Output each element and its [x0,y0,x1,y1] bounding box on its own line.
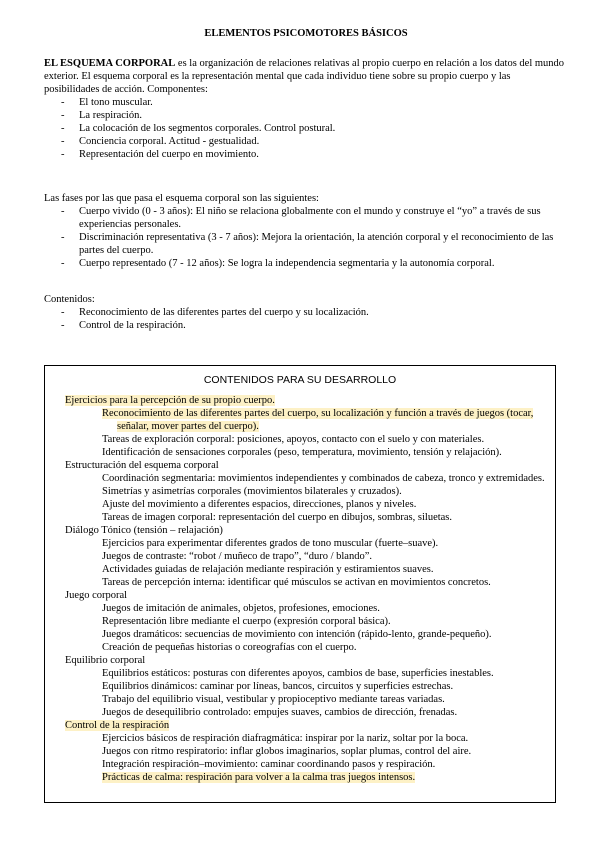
intro-text: es la organización de relaciones relativas al propio cuerpo en relación a los datos del mundo exterior. El esquema corporal es la representación mental que cada individuo tiene sobre su propio cuerpo y las posibilidades de acción. Componentes: [44,58,565,95]
section-heading-text: Ejercicios para la percepción de su propio cuerpo. [65,395,275,406]
list-item-text: Juegos de imitación de animales, objetos, profesiones, emociones. [102,603,380,614]
list-item-text: Juegos dramáticos: secuencias de movimiento con intención (rápido-lento, grande-pequeño). [102,629,492,640]
list-item [102,433,555,446]
contents-section [44,293,566,332]
list-item [102,446,555,459]
section-heading [65,524,555,537]
list-item: - Control de la respiración. [44,319,566,332]
list-item-text: Reconocimiento de las diferentes partes del cuerpo, su localización y función a través de juegos (tocar, señalar, mover partes del cuerpo). [102,408,534,432]
content-section [65,719,555,784]
section-items [102,472,555,524]
content-section [65,394,555,459]
list-item-text: Tareas de exploración corporal: posiciones, apoyos, contacto con el suelo y con materiales. [102,434,485,445]
list-item-text: Actividades guiadas de relajación mediante respiración y estiramientos suaves. [102,564,434,575]
section-heading [65,459,555,472]
list-item: - La respiración. [44,109,566,122]
intro-paragraph [44,57,566,161]
list-item: - Conciencia corporal. Actitud - gestualidad. [44,135,566,148]
list-item-text: Ajuste del movimiento a diferentes espacios, direcciones, planos y niveles. [102,499,417,510]
box-title: CONTENIDOS PARA SU DESARROLLO [203,374,397,386]
list-item: - Cuerpo vivido (0 - 3 años): El niño se relaciona globalmente con el mundo y construye el “yo” a través de sus experiencias personales. [44,205,566,231]
list-item [102,680,555,693]
phases-heading: Las fases por las que pasa el esquema corporal son las siguientes: [44,193,319,204]
list-item-text: Prácticas de calma: respiración para volver a la calma tras juegos intensos. [102,772,416,783]
components-list [44,96,566,161]
box-sections [45,394,555,784]
list-item [102,602,555,615]
list-item [102,771,555,784]
list-item-text: Tareas de imagen corporal: representación del cuerpo en dibujos, sombras, siluetas. [102,512,453,523]
list-item [102,615,555,628]
section-items [102,602,555,654]
list-item-text: Juegos de desequilibrio controlado: empujes suaves, cambios de dirección, frenadas. [102,707,458,718]
list-item-text: Integración respiración–movimiento: caminar coordinando pasos y respiración. [102,759,436,770]
list-item-text: Trabajo del equilibrio visual, vestibular y propioceptivo mediante tareas variadas. [102,694,445,705]
section-heading-text: Control de la respiración [65,720,170,731]
section-heading-text: Diálogo Tónico (tensión – relajación) [65,525,223,536]
list-item-text: Representación libre mediante el cuerpo (expresión corporal básica). [102,616,391,627]
contents-heading: Contenidos: [44,294,95,305]
list-item [102,550,555,563]
list-item: - El tono muscular. [44,96,566,109]
list-item [102,563,555,576]
list-item: - Representación del cuerpo en movimiento. [44,148,566,161]
list-item [102,498,555,511]
list-item-text: Simetrías y asimetrías corporales (movimientos bilaterales y cruzados). [102,486,402,497]
intro-term: EL ESQUEMA CORPORAL [44,58,176,69]
list-item [102,732,555,745]
list-item: - Reconocimiento de las diferentes partes del cuerpo y su localización. [44,306,566,319]
list-item [102,628,555,641]
list-item-text: Juegos con ritmo respiratorio: inflar globos imaginarios, soplar plumas, control del aire. [102,746,472,757]
list-item-text: Identificación de sensaciones corporales (peso, temperatura, movimiento, tensión y relajación). [102,447,502,458]
content-section [65,589,555,654]
list-item [102,511,555,524]
list-item-text: Coordinación segmentaria: movimientos independientes y combinados de cabeza, tronco y extremidades. [102,473,545,484]
list-item-text: Equilibrios dinámicos: caminar por líneas, bancos, circuitos y superficies estrechas. [102,681,454,692]
list-item [102,485,555,498]
section-heading [65,589,555,602]
list-item-text: Equilibrios estáticos: posturas con diferentes apoyos, cambios de base, superficies inestables. [102,668,494,679]
section-heading [65,719,555,732]
list-item [102,693,555,706]
section-heading [65,654,555,667]
list-item [102,407,555,433]
list-item [102,537,555,550]
list-item-text: Ejercicios básicos de respiración diafragmática: inspirar por la nariz, soltar por la boca. [102,733,469,744]
list-item-text: Juegos de contraste: “robot / muñeco de trapo”, “duro / blando”. [102,551,372,562]
section-items [102,537,555,589]
list-item: - Cuerpo representado (7 - 12 años): Se logra la independencia segmentaria y la autonomía corporal. [44,257,566,270]
section-heading-text: Juego corporal [65,590,128,601]
section-items [102,667,555,719]
list-item: - La colocación de los segmentos corporales. Control postural. [44,122,566,135]
section-heading [65,394,555,407]
phases-list [44,205,566,270]
list-item [102,745,555,758]
list-item [102,706,555,719]
list-item [102,472,555,485]
page-title: ELEMENTOS PSICOMOTORES BÁSICOS [204,28,408,39]
list-item: - Discriminación representativa (3 - 7 años): Mejora la orientación, la atención corporal y el reconocimiento de las partes del cuerpo. [44,231,566,257]
list-item-text: Creación de pequeñas historias o coreografías con el cuerpo. [102,642,357,653]
list-item-text: Ejercicios para experimentar diferentes grados de tono muscular (fuerte–suave). [102,538,439,549]
section-items [102,732,555,784]
content-section [65,524,555,589]
list-item [102,758,555,771]
content-section [65,459,555,524]
phases-section [44,192,566,270]
list-item [102,641,555,654]
development-box [44,365,556,803]
list-item-text: Tareas de percepción interna: identificar qué músculos se activan en movimientos concretos. [102,577,491,588]
section-items [102,407,555,459]
list-item [102,667,555,680]
list-item [102,576,555,589]
contents-list [44,306,566,332]
content-section [65,654,555,719]
section-heading-text: Equilibrio corporal [65,655,146,666]
section-heading-text: Estructuración del esquema corporal [65,460,219,471]
